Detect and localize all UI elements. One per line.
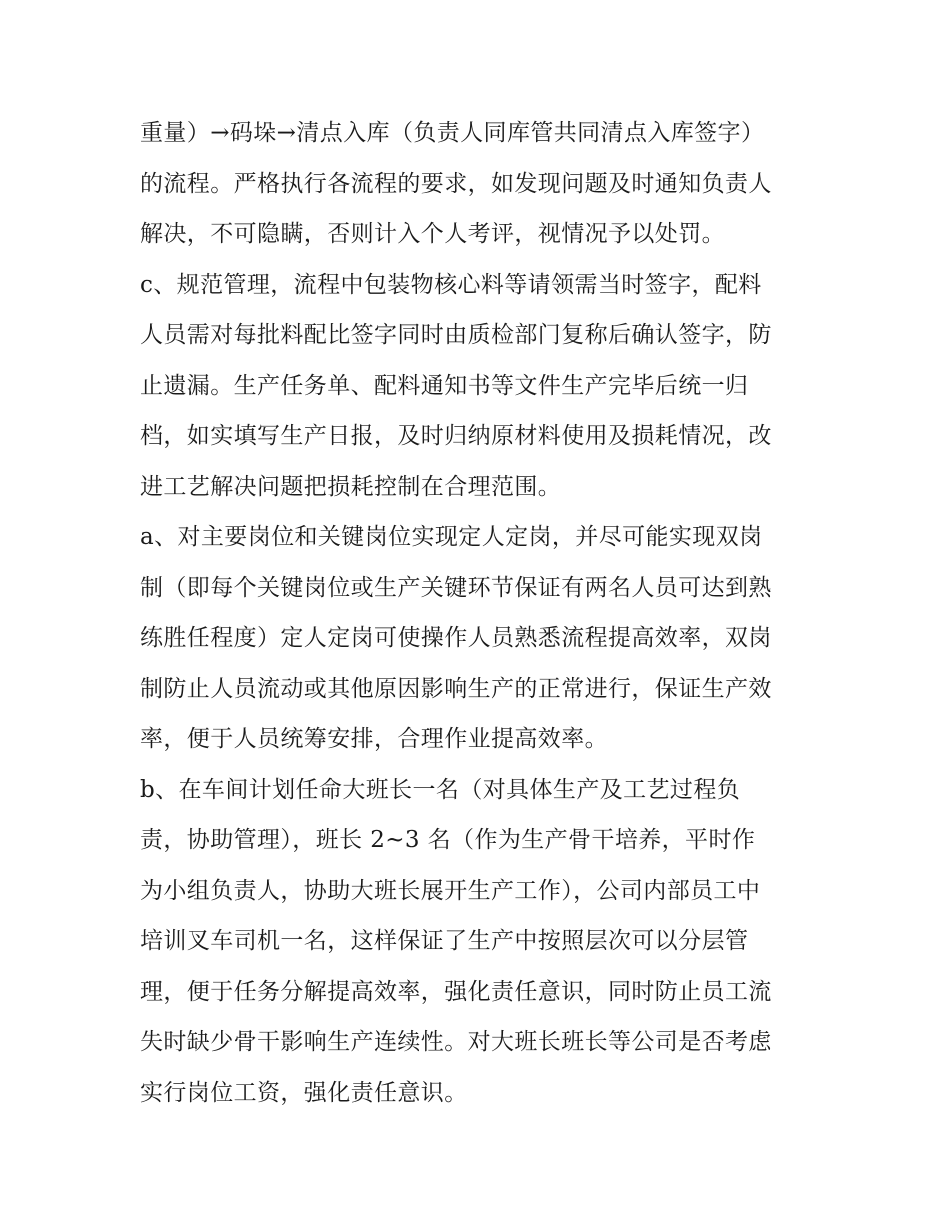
text-line: 重量）→码垛→清点入库（负责人同库管共同清点入库签字） bbox=[140, 120, 765, 146]
text-line: 解决，不可隐瞒，否则计入个人考评，视情况予以处罚。 bbox=[140, 221, 725, 247]
text-line: 人员需对每批料配比签字同时由质检部门复称后确认签字，防 bbox=[140, 322, 772, 348]
text-line: 止遗漏。生产任务单、配料通知书等文件生产完毕后统一归 bbox=[140, 372, 749, 399]
text-line: 培训叉车司机一名，这样保证了生产中按照层次可以分层管 bbox=[140, 928, 749, 954]
text-line: c、规范管理，流程中包装物核心料等请领需当时签字，配料 bbox=[140, 271, 762, 298]
text-line: 进工艺解决问题把损耗控制在合理范围。 bbox=[140, 473, 562, 500]
text-line: 理，便于任务分解提高效率，强化责任意识，同时防止员工流 bbox=[140, 978, 772, 1005]
text-line: 制（即每个关键岗位或生产关键环节保证有两名人员可达到熟 bbox=[140, 574, 772, 601]
text-line: 制防止人员流动或其他原因影响生产的正常进行，保证生产效 bbox=[140, 675, 772, 702]
text-line: 档，如实填写生产日报，及时归纳原材料使用及损耗情况，改 bbox=[140, 423, 772, 449]
text-line: 率，便于人员统筹安排，合理作业提高效率。 bbox=[140, 726, 608, 752]
text-line: 责，协助管理），班长 2~3 名（作为生产骨干培养，平时作 bbox=[140, 827, 756, 853]
document-body bbox=[140, 108, 820, 1118]
text-line: b、在车间计划任命大班长一名（对具体生产及工艺过程负 bbox=[140, 776, 741, 803]
text-line: 为小组负责人，协助大班长展开生产工作），公司内部员工中 bbox=[140, 877, 761, 904]
text-line: a、对主要岗位和关键岗位实现定人定岗，并尽可能实现双岗 bbox=[140, 524, 763, 550]
text-line: 练胜任程度）定人定岗可使操作人员熟悉流程提高效率，双岗 bbox=[140, 625, 772, 651]
text-line: 失时缺少骨干影响生产连续性。对大班长班长等公司是否考虑 bbox=[140, 1029, 772, 1055]
text-line: 实行岗位工资，强化责任意识。 bbox=[140, 1079, 468, 1106]
text-line: 的流程。严格执行各流程的要求，如发现问题及时通知负责人 bbox=[140, 170, 772, 197]
